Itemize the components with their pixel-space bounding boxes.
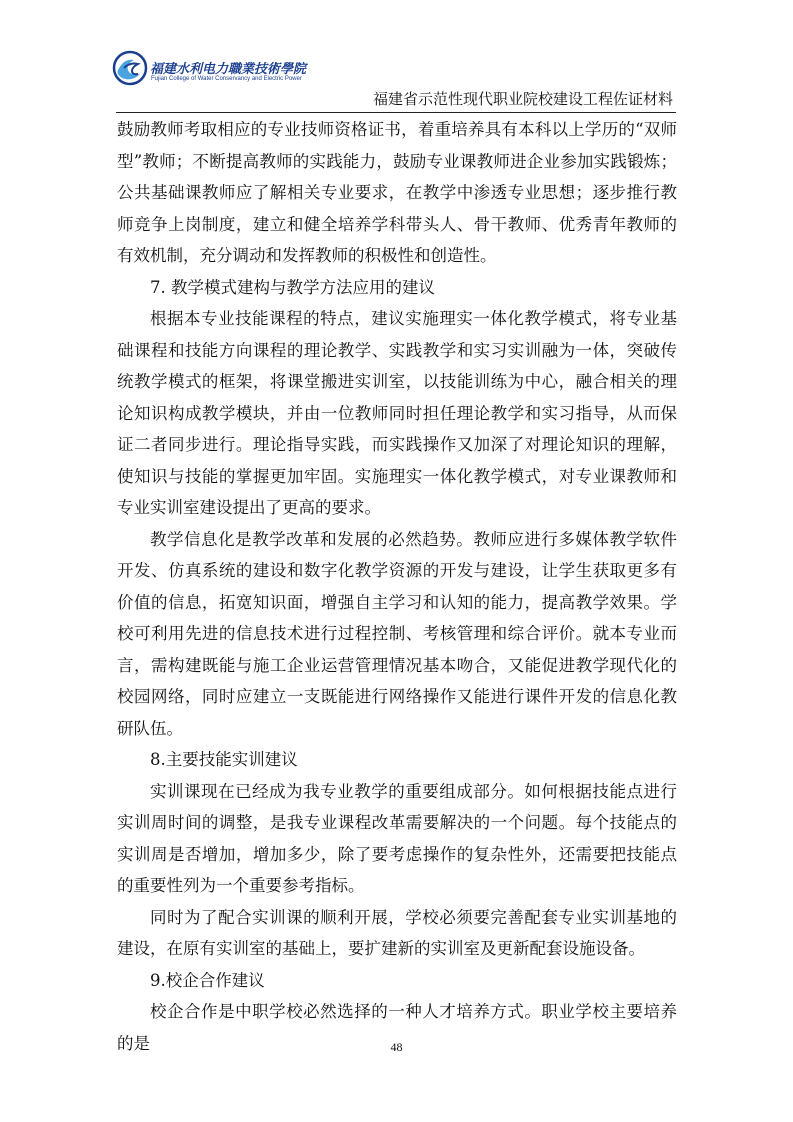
section-heading: 9.校企合作建议 <box>150 970 265 990</box>
document-body <box>117 114 677 1059</box>
college-logo <box>112 50 307 94</box>
paragraph: 校企合作是中职学校必然选择的一种人才培养方式。职业学校主要培养的是 <box>117 1002 677 1053</box>
paragraph: 鼓励教师考取相应的专业技师资格证书，着重培养具有本科以上学历的“双师型”教师；不断提高教师的实践能力，鼓励专业课教师进企业参加实践锻炼；公共基础课教师应了解相关专业要求，在教学中渗透专业思想；逐步推行教师竞争上岗制度，建立和健全培养学科带头人、骨干教师、优秀青年教师的有效机制，充分调动和发挥教师的积极性和创造性。 <box>117 120 677 265</box>
section-heading: 8.主要技能实训建议 <box>150 750 298 769</box>
section-heading: 7. 教学模式建构与教学方法应用的建议 <box>150 277 435 297</box>
header-divider <box>116 112 676 113</box>
paragraph: 实训课现在已经成为我专业教学的重要组成部分。如何根据技能点进行实训周时间的调整，是我专业课程改革需要解决的一个问题。每个技能点的实训周是否增加，增加多少，除了要考虑操作的复杂性外，还需要把技能点的重要性列为一个重要参考指标。 <box>117 781 677 895</box>
college-name-cn: 福建水利电力職業技術學院 <box>150 62 307 77</box>
college-name-en: Fujian College of Water Conservancy and Electric Power <box>151 76 302 82</box>
paragraph: 同时为了配合实训课的顺利开展，学校必须要完善配套专业实训基地的建设，在原有实训室的基础上，要扩建新的实训室及更新配套设施设备。 <box>117 907 677 958</box>
paragraph: 根据本专业技能课程的特点，建议实施理实一体化教学模式，将专业基础课程和技能方向课程的理论教学、实践教学和实习实训融为一体，突破传统教学模式的框架，将课堂搬进实训室，以技能训练为中心，融合相关的理论知识构成教学模块，并由一位教师同时担任理论教学和实习指导，从而保证二者同步进行。理论指导实践，而实践操作又加深了对理论知识的理解，使知识与技能的掌握更加牢固。实施理实一体化教学模式，对专业课教师和专业实训室建设提出了更高的要求。 <box>117 309 677 517</box>
college-emblem-icon <box>112 50 148 86</box>
page-number: 48 <box>390 1040 403 1054</box>
header-title: 福建省示范性现代职业院校建设工程佐证材料 <box>372 90 673 108</box>
paragraph: 教学信息化是教学改革和发展的必然趋势。教师应进行多媒体教学软件开发、仿真系统的建设和数字化教学资源的开发与建设，让学生获取更多有价值的信息，拓宽知识面，增强自主学习和认知的能力，提高教学效果。学校可利用先进的信息技术进行过程控制、考核管理和综合评价。就本专业而言，需构建既能与施工企业运营管理情况基本吻合，又能促进教学现代化的校园网络，同时应建立一支既能进行网络操作又能进行课件开发的信息化教研队伍。 <box>117 529 677 738</box>
